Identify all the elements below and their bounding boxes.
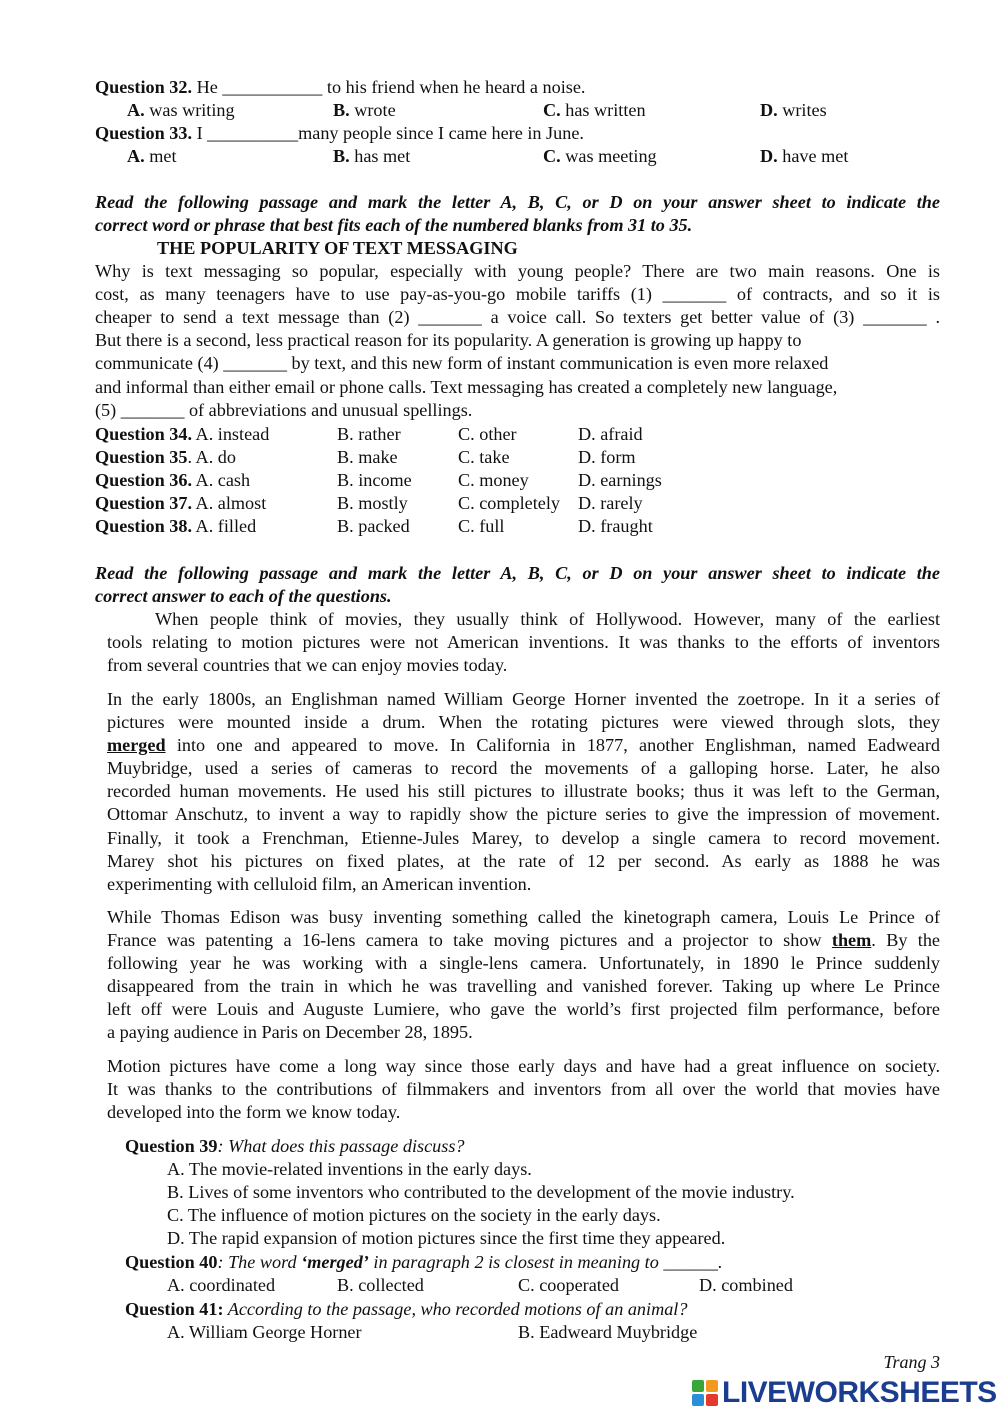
- option-a[interactable]: A. The movie-related inventions in the early days.: [167, 1159, 532, 1180]
- quoted-word: ‘merged’: [301, 1252, 369, 1272]
- question-row-36: [95, 469, 940, 492]
- passage-paragraph-2: In the early 1800s, an Englishman named William George Horner invented the zoetrope. In it a series of pictures were mounted inside a drum. When the rotating pictures were viewed through slots, they merged into one and appeared to move. In California in 1877, another Englishman, named Eadweard Muybridge, used a series of cameras to record the movements of a galloping horse. Later, he also recorded human movements. He used his still pictures to illustrate books; thus it was left to the German, Ottomar Anschutz, to invent a way to rapidly show the picture series to give the impression of movement. Finally, it took a Frenchman, Etienne-Jules Marey, to develop a single camera to record movement. Marey shot his pictures on fixed plates, at the rate of 12 per second. As early as 1888 he was experimenting with celluloid film, an American invention.: [107, 689, 940, 894]
- option-a[interactable]: A. William George Horner: [167, 1322, 362, 1343]
- question-row-34: [95, 423, 940, 446]
- option-c[interactable]: C. take: [458, 447, 510, 468]
- option-a[interactable]: A. instead: [192, 424, 270, 444]
- option-b[interactable]: B. has met: [333, 146, 411, 167]
- passage-line: and informal than either email or phone calls. Text messaging has created a completely new language,: [95, 376, 838, 397]
- option-d[interactable]: D. fraught: [578, 516, 653, 537]
- liveworksheets-logo[interactable]: [692, 1378, 997, 1408]
- passage-line: cost, as many teenagers have to use pay-as-you-go mobile tariffs (1) _______ of contracts, and so it is: [95, 284, 940, 305]
- option-a[interactable]: A. coordinated: [167, 1275, 276, 1296]
- option-c[interactable]: C. cooperated: [518, 1275, 619, 1296]
- option-b[interactable]: B. Lives of some inventors who contributed to the development of the movie industry.: [167, 1182, 795, 1203]
- passage-line: But there is a second, less practical reason for its popularity. A generation is growing up happy to: [95, 330, 802, 351]
- question-options: [125, 1274, 940, 1297]
- passage-line: communicate (4) _______ by text, and this new form of instant communication is even more relaxed: [95, 353, 829, 374]
- question-32: [95, 76, 940, 122]
- question-39: [125, 1135, 940, 1250]
- passage-paragraph-4: Motion pictures have come a long way since those early days and have had a great influence on society. It was thanks to the contributions of filmmakers and inventors from all over the world that movies have developed into the form we know today.: [107, 1056, 940, 1123]
- option-b[interactable]: B. mostly: [337, 493, 408, 514]
- question-label: Question 33.: [95, 123, 193, 143]
- liveworksheets-logo-icon: [692, 1380, 718, 1406]
- question-label: Question 39: [125, 1136, 218, 1156]
- option-c[interactable]: C. was meeting: [543, 146, 657, 167]
- question-33: [95, 122, 940, 168]
- instruction-cloze: Read the following passage and mark the letter A, B, C, or D on your answer sheet to indicate the correct word or phrase that best fits each of the numbered blanks from 31 to 35.: [95, 192, 940, 236]
- underlined-word-merged: merged: [107, 735, 166, 756]
- option-b[interactable]: B. Eadweard Muybridge: [518, 1322, 698, 1343]
- question-row-35: [95, 446, 940, 469]
- question-stem: He ___________ to his friend when he heard a noise.: [192, 77, 586, 97]
- option-a[interactable]: A. filled: [192, 516, 257, 537]
- passage-text-messaging: [95, 237, 940, 422]
- question-label: Question 35: [95, 447, 188, 468]
- question-stem: : What does this passage discuss?: [217, 1136, 465, 1156]
- option-c[interactable]: C. other: [458, 424, 517, 444]
- question-40: Question 40: The word ‘merged’ in paragraph 2 is closest in meaning to ______. A. coordinated B. collected C. cooperated D. combined: [125, 1251, 940, 1297]
- option-b[interactable]: B. wrote: [333, 100, 396, 121]
- option-b[interactable]: B. rather: [337, 424, 401, 444]
- option-a[interactable]: A. almost: [192, 493, 267, 514]
- question-label: Question 38.: [95, 516, 193, 537]
- option-b[interactable]: B. packed: [337, 516, 410, 537]
- question-label: Question 34.: [95, 424, 193, 444]
- underlined-word-them: them: [831, 930, 872, 951]
- option-d[interactable]: D. afraid: [578, 424, 643, 444]
- option-c[interactable]: C. The influence of motion pictures on the society in the early days.: [167, 1205, 661, 1226]
- option-d[interactable]: D. combined: [699, 1275, 793, 1296]
- option-d[interactable]: D. writes: [760, 100, 827, 121]
- option-d[interactable]: D. have met: [760, 146, 849, 167]
- passage-line: cheaper to send a text message than (2) _______ a voice call. So texters get better value of (3) _______ .: [95, 307, 940, 328]
- option-b[interactable]: B. collected: [337, 1275, 424, 1296]
- option-a[interactable]: A. cash: [192, 470, 251, 491]
- question-options: [125, 1321, 940, 1344]
- option-c[interactable]: C. has written: [543, 100, 646, 121]
- instruction-reading: Read the following passage and mark the letter A, B, C, or D on your answer sheet to indicate the correct answer to each of the questions.: [95, 563, 940, 607]
- question-label: Question 40: [125, 1252, 218, 1272]
- question-stem: I __________many people since I came here in June.: [192, 123, 584, 143]
- option-a[interactable]: A. was writing: [127, 100, 235, 121]
- passage-line: Why is text messaging so popular, especially with young people? There are two main reasons. One is: [95, 261, 940, 282]
- option-b[interactable]: B. make: [337, 447, 398, 468]
- question-row-37: [95, 492, 940, 515]
- question-options: [95, 145, 940, 168]
- question-label: Question 41:: [125, 1299, 224, 1319]
- option-d[interactable]: D. The rapid expansion of motion pictures since the first time they appeared.: [167, 1228, 726, 1249]
- passage-title: THE POPULARITY OF TEXT MESSAGING: [157, 238, 518, 258]
- question-label: Question 37.: [95, 493, 193, 514]
- option-d[interactable]: D. rarely: [578, 493, 643, 514]
- option-d[interactable]: D. earnings: [578, 470, 662, 491]
- question-label: Question 36.: [95, 470, 193, 491]
- option-c[interactable]: C. completely: [458, 493, 561, 514]
- option-b[interactable]: B. income: [337, 470, 412, 491]
- option-a[interactable]: . A. do: [187, 447, 236, 468]
- logo-text: LIVEWORKSHEETS: [722, 1376, 997, 1409]
- passage-paragraph-1: When people think of movies, they usually think of Hollywood. However, many of the earliest tools relating to motion pictures were not American inventions. It was thanks to the efforts of inventors from several countries that we can enjoy movies today.: [107, 609, 940, 676]
- question-stem: According to the passage, who recorded motions of an animal?: [223, 1299, 688, 1319]
- question-options: [95, 99, 940, 122]
- passage-line: (5) _______ of abbreviations and unusual spellings.: [95, 399, 473, 420]
- option-c[interactable]: C. full: [458, 516, 505, 537]
- question-row-38: [95, 515, 940, 538]
- option-d[interactable]: D. form: [578, 447, 636, 468]
- question-41: [125, 1298, 940, 1344]
- cloze-questions: [95, 423, 940, 538]
- question-label: Question 32.: [95, 77, 193, 97]
- passage-paragraph-3: While Thomas Edison was busy inventing something called the kinetograph camera, Louis Le Prince of France was patenting a 16-lens camera to take moving pictures and a projector to show them. By the following year he was working with a single-lens camera. Unfortunately, in 1890 le Prince suddenly disappeared from the train in which he was travelling and vanished forever. Taking up where Le Prince left off were Louis and Auguste Lumiere, who gave the world’s first projected film performance, before a paying audience in Paris on December 28, 1895.: [107, 907, 940, 1043]
- page-number: Trang 3: [883, 1352, 940, 1372]
- option-a[interactable]: A. met: [127, 146, 177, 167]
- option-c[interactable]: C. money: [458, 470, 529, 491]
